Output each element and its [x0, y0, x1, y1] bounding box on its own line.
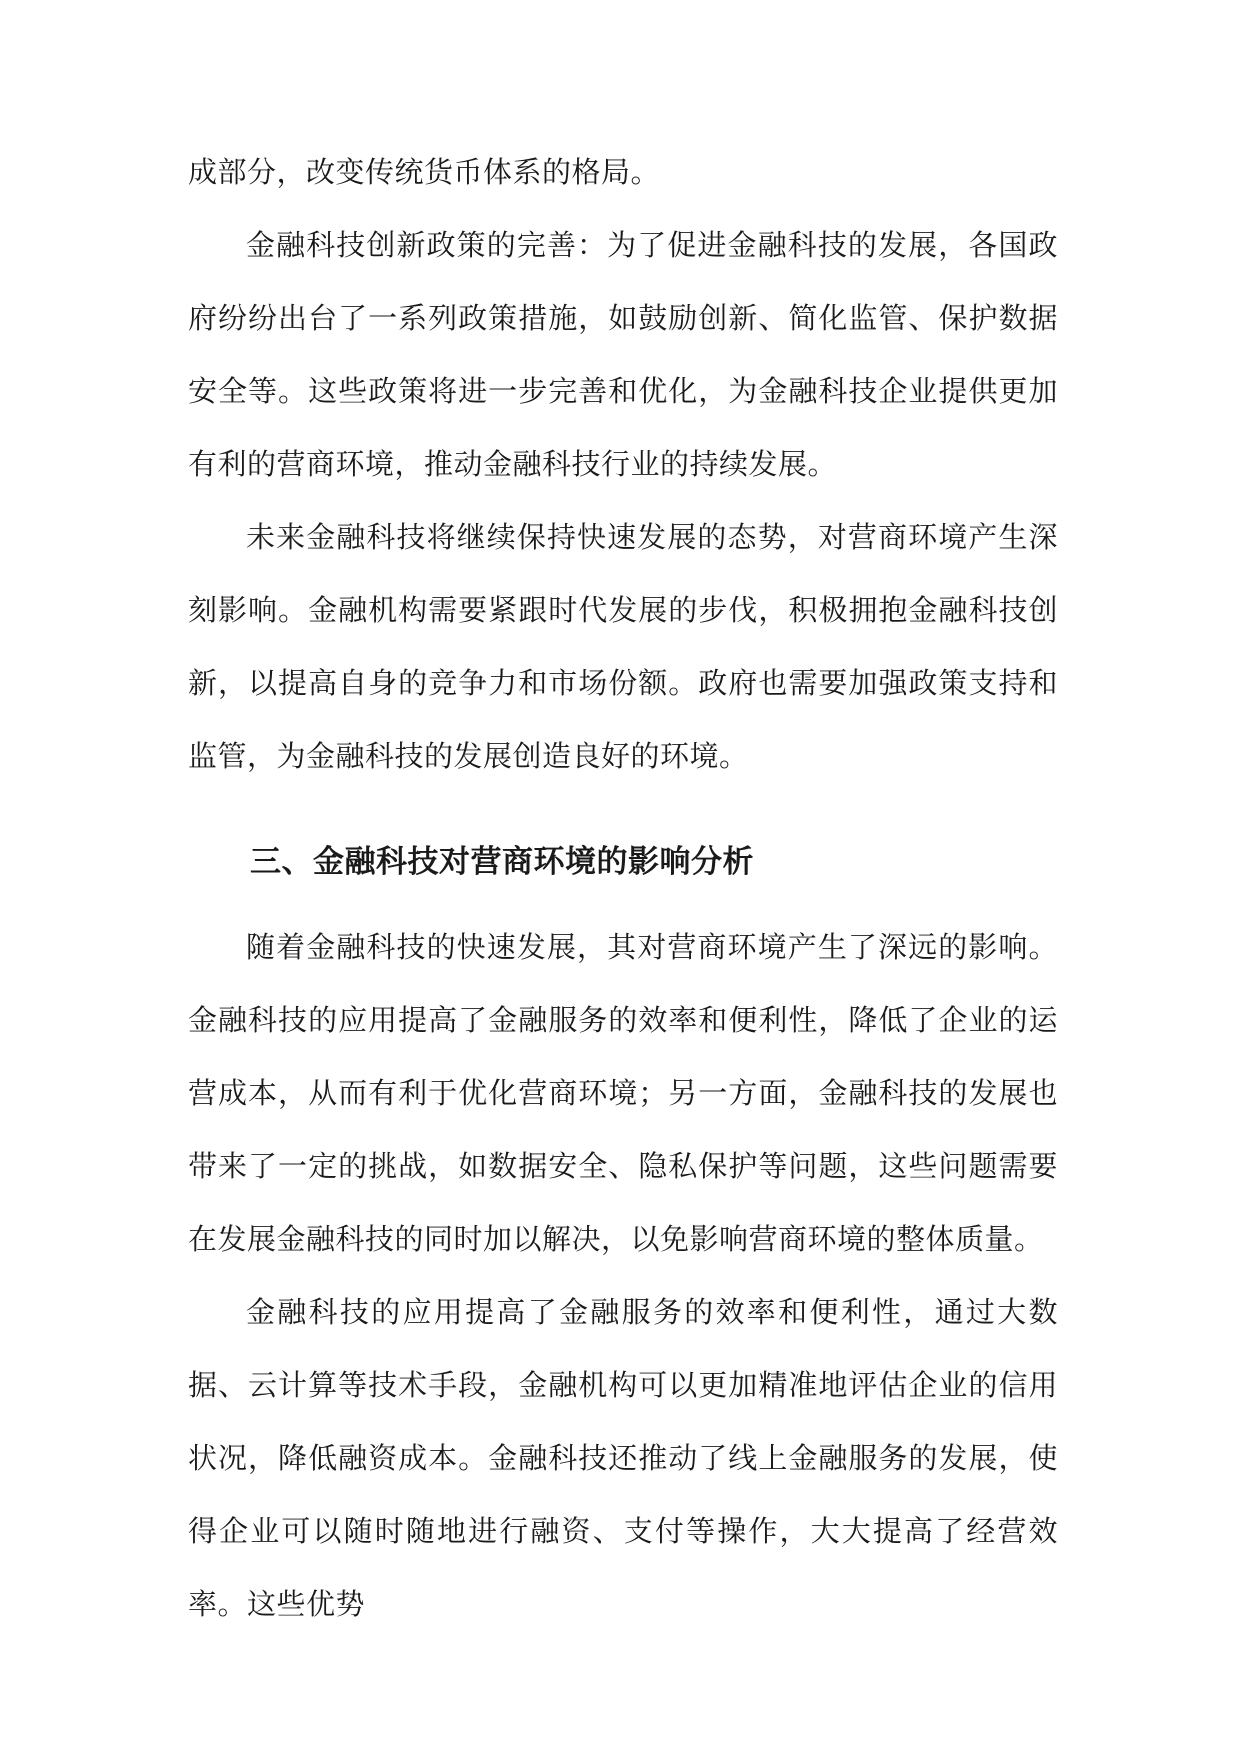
section-heading: 三、金融科技对营商环境的影响分析 — [250, 844, 754, 880]
paragraph-efficiency-convenience: 金融科技的应用提高了金融服务的效率和便利性，通过大数据、云计算等技术手段，金融机构可以更加精准地评估企业的信用状况，降低融资成本。金融科技还推动了线上金融服务的发展，使得企业可以随时随地进行融资、支付等操作，大大提高了经营效率。这些优势 — [188, 1295, 1058, 1621]
paragraph-policy-improvement: 金融科技创新政策的完善：为了促进金融科技的发展，各国政府纷纷出台了一系列政策措施，如鼓励创新、简化监管、保护数据安全等。这些政策将进一步完善和优化，为金融科技企业提供更加有利的营商环境，推动金融科技行业的持续发展。 — [188, 228, 1058, 481]
document-body — [188, 136, 1058, 1641]
paragraph-continuation: 成部分，改变传统货币体系的格局。 — [188, 155, 661, 189]
paragraph-impact-overview: 随着金融科技的快速发展，其对营商环境产生了深远的影响。金融科技的应用提高了金融服务的效率和便利性，降低了企业的运营成本，从而有利于优化营商环境；另一方面，金融科技的发展也带来了一定的挑战，如数据安全、隐私保护等问题，这些问题需要在发展金融科技的同时加以解决，以免影响营商环境的整体质量。 — [188, 930, 1058, 1256]
paragraph-future-outlook: 未来金融科技将继续保持快速发展的态势，对营商环境产生深刻影响。金融机构需要紧跟时代发展的步伐，积极拥抱金融科技创新，以提高自身的竞争力和市场份额。政府也需要加强政策支持和监管，为金融科技的发展创造良好的环境。 — [188, 520, 1058, 773]
